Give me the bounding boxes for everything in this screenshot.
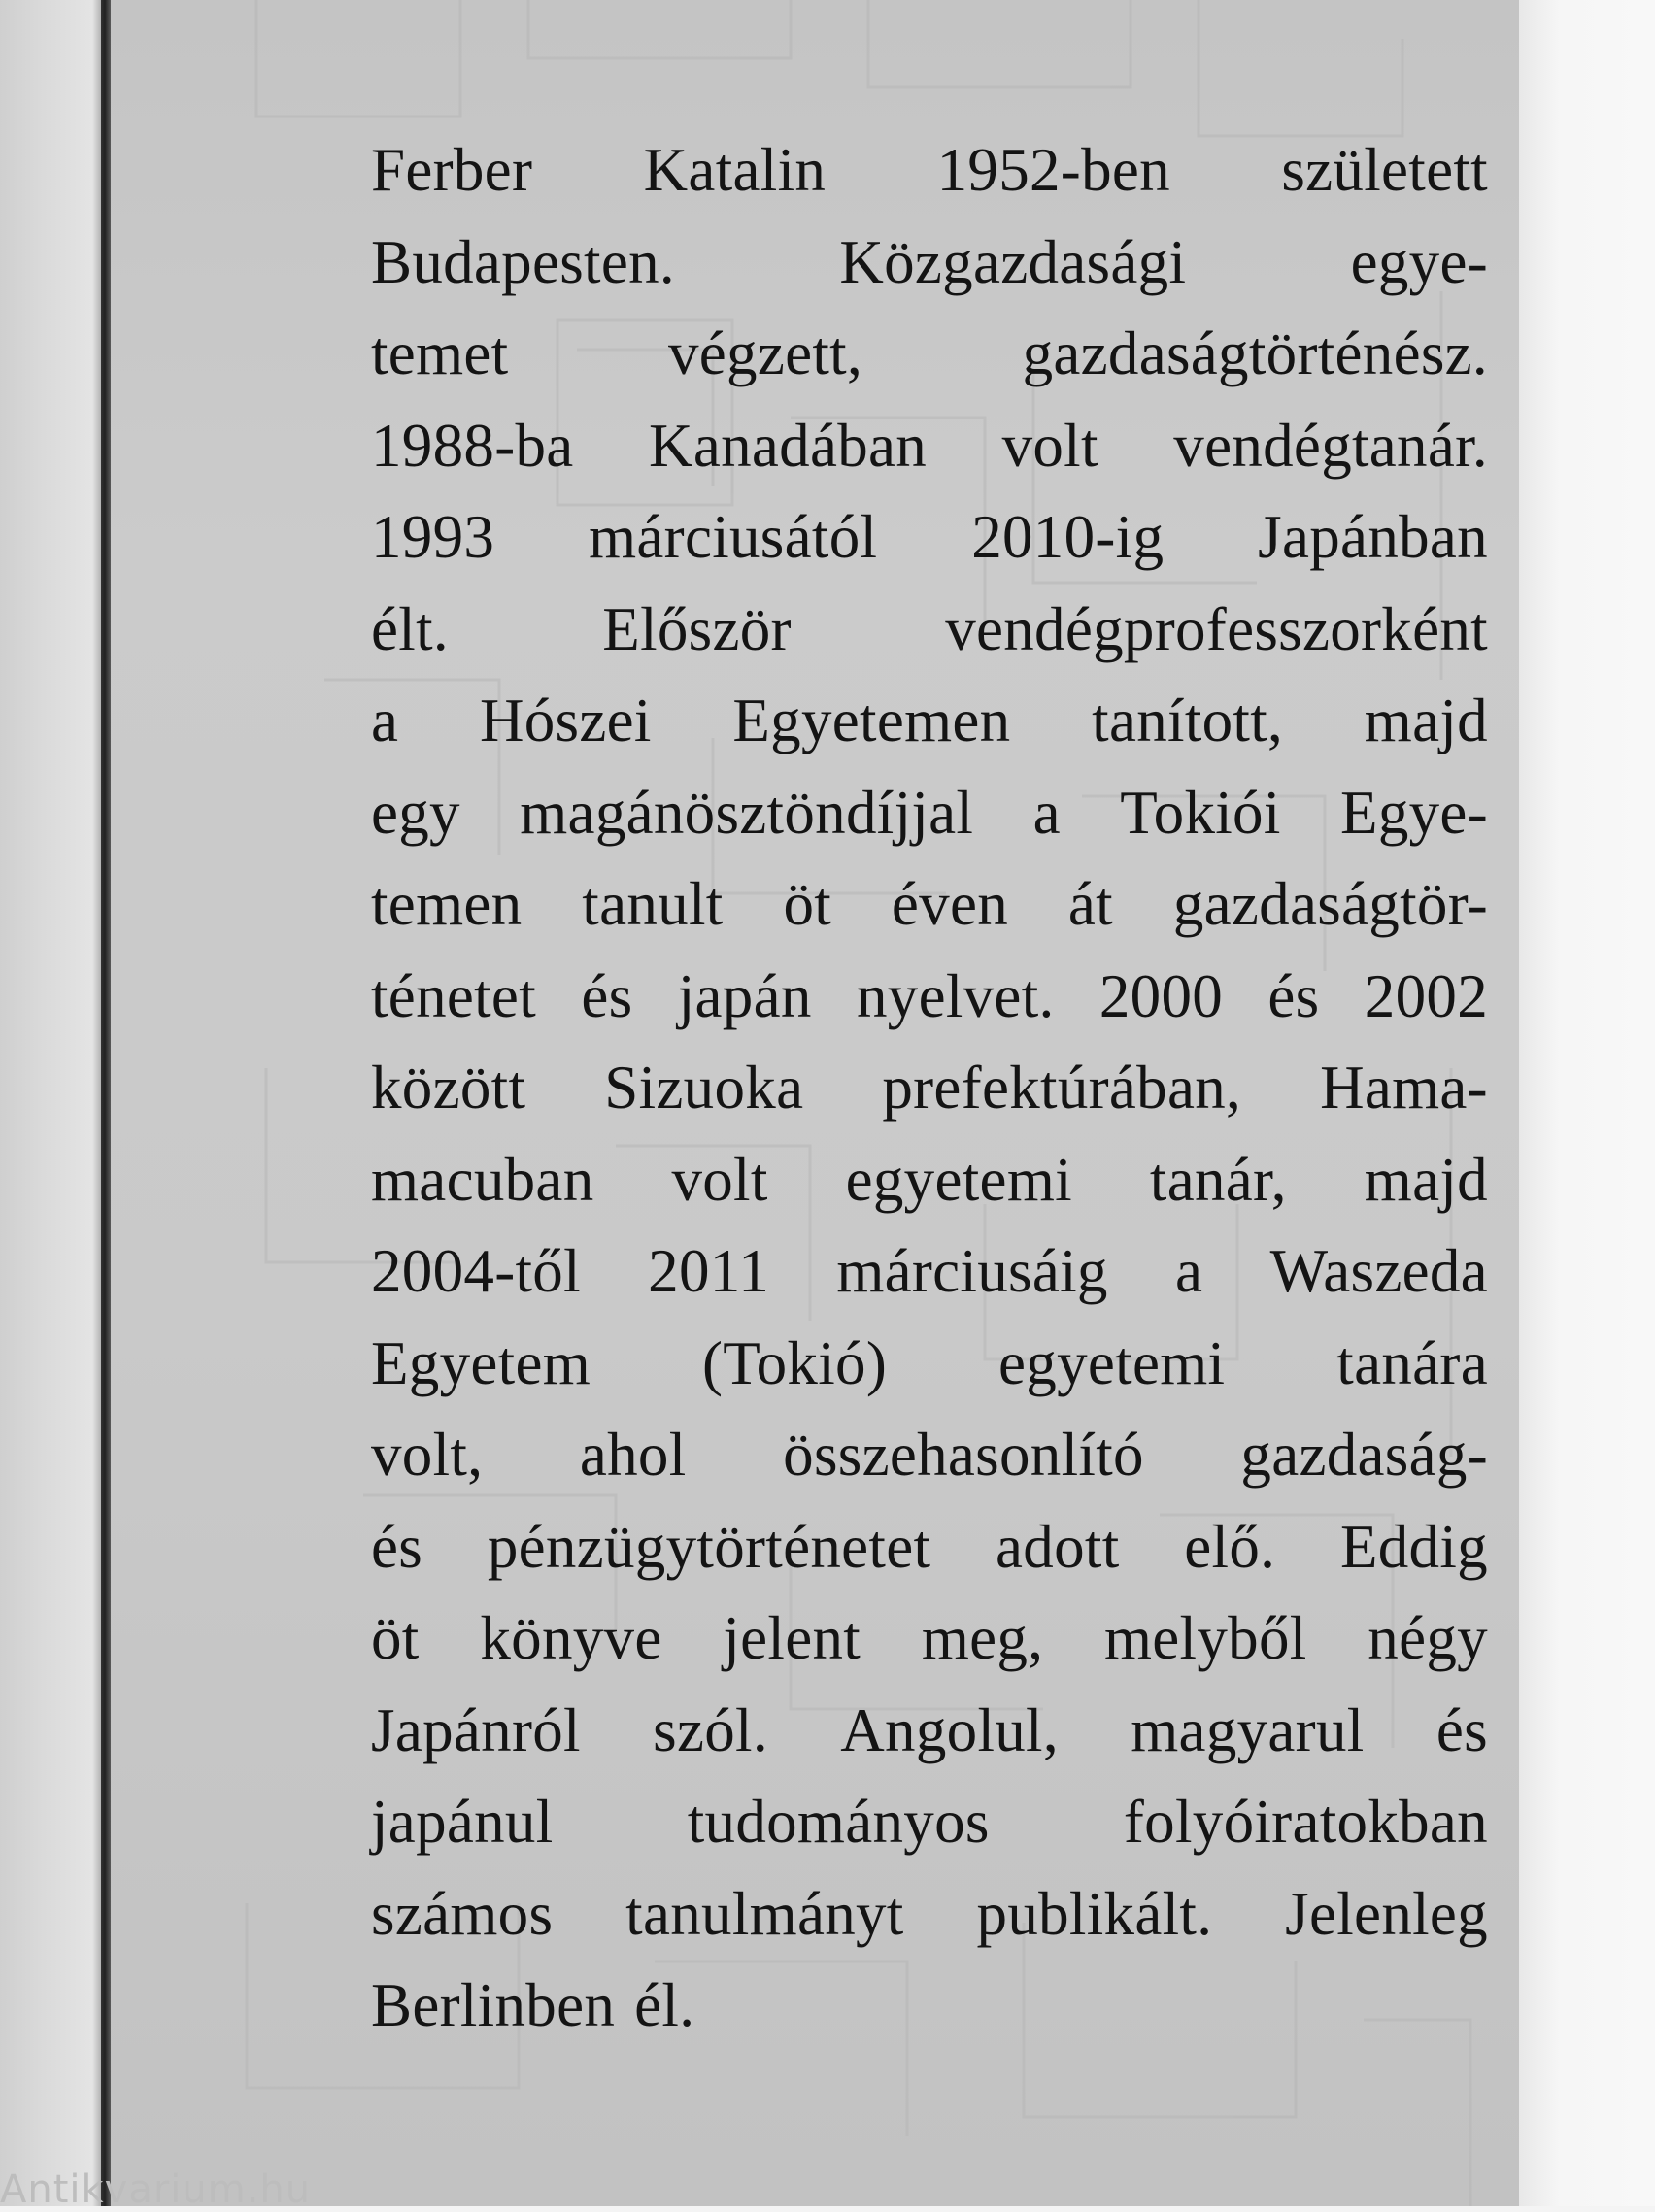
bio-line: egy magánösztöndíjjal a Tokiói Egye- <box>371 778 1488 847</box>
scan-right-margin <box>1519 0 1655 2206</box>
watermark-text: Antikvarium.hu <box>0 2167 312 2212</box>
bio-line: Ferber Katalin 1952-ben született <box>371 136 1488 204</box>
bio-line: Budapesten. Közgazdasági egye- <box>371 227 1488 296</box>
bio-line: temet végzett, gazdaságtörténész. <box>371 319 1488 387</box>
book-flap-page <box>111 0 1519 2206</box>
book-spine-shadow <box>0 0 109 2206</box>
bio-line: Japánról szól. Angolul, magyarul és <box>371 1695 1488 1764</box>
bio-line: a Hószei Egyetemen tanított, majd <box>371 687 1488 754</box>
bio-line: volt, ahol összehasonlító gazdaság- <box>371 1421 1488 1489</box>
bio-line: között Sizuoka prefektúrában, Hama- <box>371 1054 1488 1122</box>
bio-line: számos tanulmányt publikált. Jelenleg <box>371 1879 1488 1948</box>
bio-line: 2004-től 2011 márciusáig a Waszeda <box>371 1237 1488 1305</box>
bio-line: 1993 márciusától 2010-ig Japánban <box>371 503 1488 571</box>
bio-line: élt. Először vendégprofesszorként <box>371 594 1488 663</box>
bio-line: japánul tudományos folyóiratokban <box>371 1788 1488 1856</box>
bio-line: temen tanult öt éven át gazdaságtör- <box>371 870 1488 938</box>
bio-line: macuban volt egyetemi tanár, majd <box>371 1145 1488 1214</box>
bio-line: öt könyve jelent meg, melyből négy <box>371 1604 1488 1672</box>
bio-line: Egyetem (Tokió) egyetemi tanára <box>371 1328 1488 1397</box>
page-edge <box>101 0 111 2206</box>
bio-line-last: Berlinben él. <box>371 1971 695 2039</box>
bio-line: ténetet és japán nyelvet. 2000 és 2002 <box>371 961 1488 1030</box>
bio-line: és pénzügytörténetet adott elő. Eddig <box>371 1512 1488 1581</box>
author-bio <box>371 124 1488 2052</box>
bio-line: 1988-ba Kanadában volt vendégtanár. <box>371 411 1488 480</box>
